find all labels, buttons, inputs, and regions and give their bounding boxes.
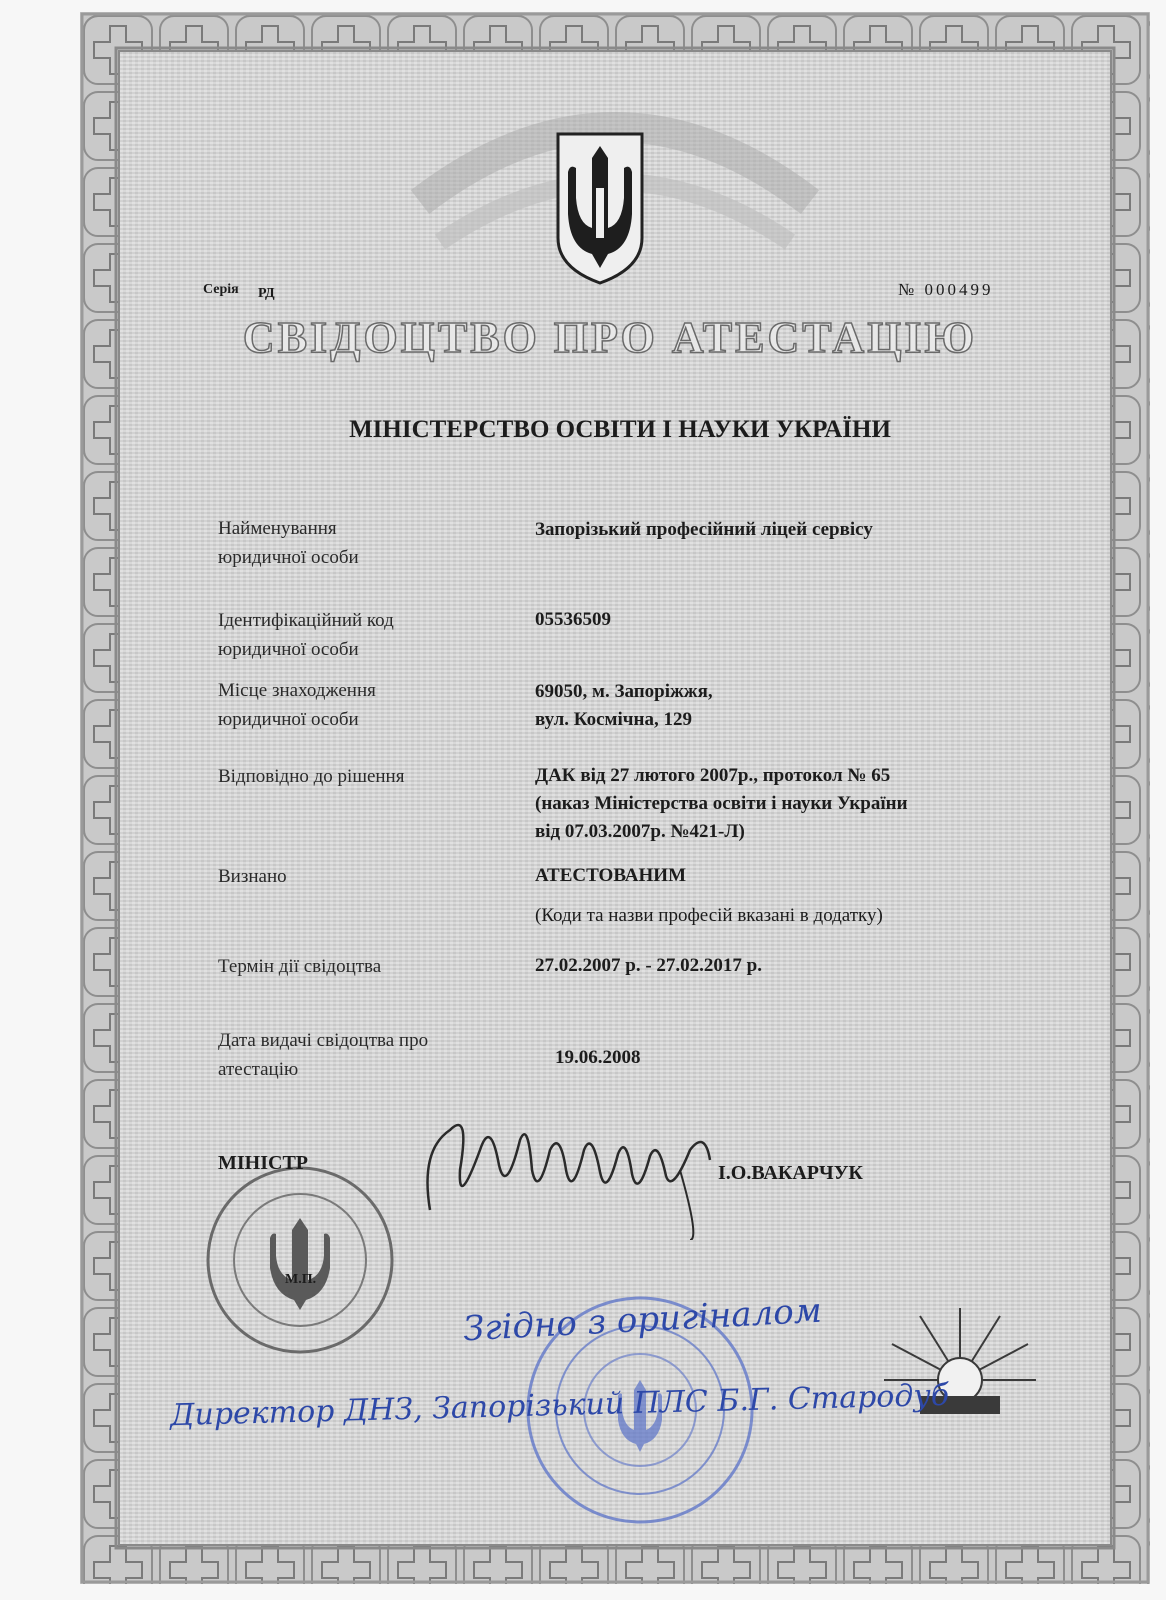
- code-value: 05536509: [535, 609, 611, 630]
- recognized-value: АТЕСТОВАНИМ: [535, 865, 687, 886]
- document-title: СВІДОЦТВО ПРО АТЕСТАЦІЮ: [242, 313, 978, 362]
- location-label: Місце знаходження юридичної особи: [218, 680, 376, 730]
- minister-name: І.О.ВАКАРЧУК: [718, 1162, 863, 1184]
- handwritten-copy-note: Згідно з оригіналом: [462, 1290, 823, 1350]
- recognized-note: (Коди та назви професій вказані в додатку): [535, 905, 883, 926]
- issue-date-value: 19.06.2008: [555, 1047, 641, 1068]
- validity-value: 27.02.2007 р. - 27.02.2017 р.: [535, 955, 762, 976]
- series-value: РД: [258, 286, 275, 301]
- seal-mark: М.П.: [285, 1272, 317, 1287]
- issue-date-label: Дата видачі свідоцтва про атестацію: [218, 1030, 429, 1080]
- ministry-heading: МІНІСТЕРСТВО ОСВІТИ І НАУКИ УКРАЇНИ: [349, 416, 891, 443]
- ministry-seal-icon: [200, 1160, 400, 1360]
- series-label: Серія: [203, 282, 239, 297]
- decision-value: ДАК від 27 лютого 2007р., протокол № 65 (наказ Міністерства освіти і науки України від 07.03.2007р. №421-Л): [535, 765, 908, 842]
- validity-label: Термін дії свідоцтва: [218, 956, 382, 977]
- location-value: 69050, м. Запоріжжя, вул. Космічна, 129: [535, 681, 713, 730]
- trident-coat-of-arms-icon: [550, 128, 650, 288]
- recognized-label: Визнано: [218, 866, 287, 887]
- name-label: Найменування юридичної особи: [218, 518, 359, 568]
- minister-title: МІНІСТР: [218, 1152, 308, 1174]
- decision-label: Відповідно до рішення: [218, 766, 405, 787]
- handwritten-director-note: Директор ДНЗ, Запорізький ПЛС Б.Г. Стародуб: [169, 1377, 950, 1434]
- code-label: Ідентифікаційний код юридичної особи: [218, 610, 394, 660]
- certificate-number: № 000499: [898, 280, 994, 299]
- minister-signature: [410, 1090, 730, 1240]
- name-value: Запорізький професійний ліцей сервісу: [535, 519, 873, 540]
